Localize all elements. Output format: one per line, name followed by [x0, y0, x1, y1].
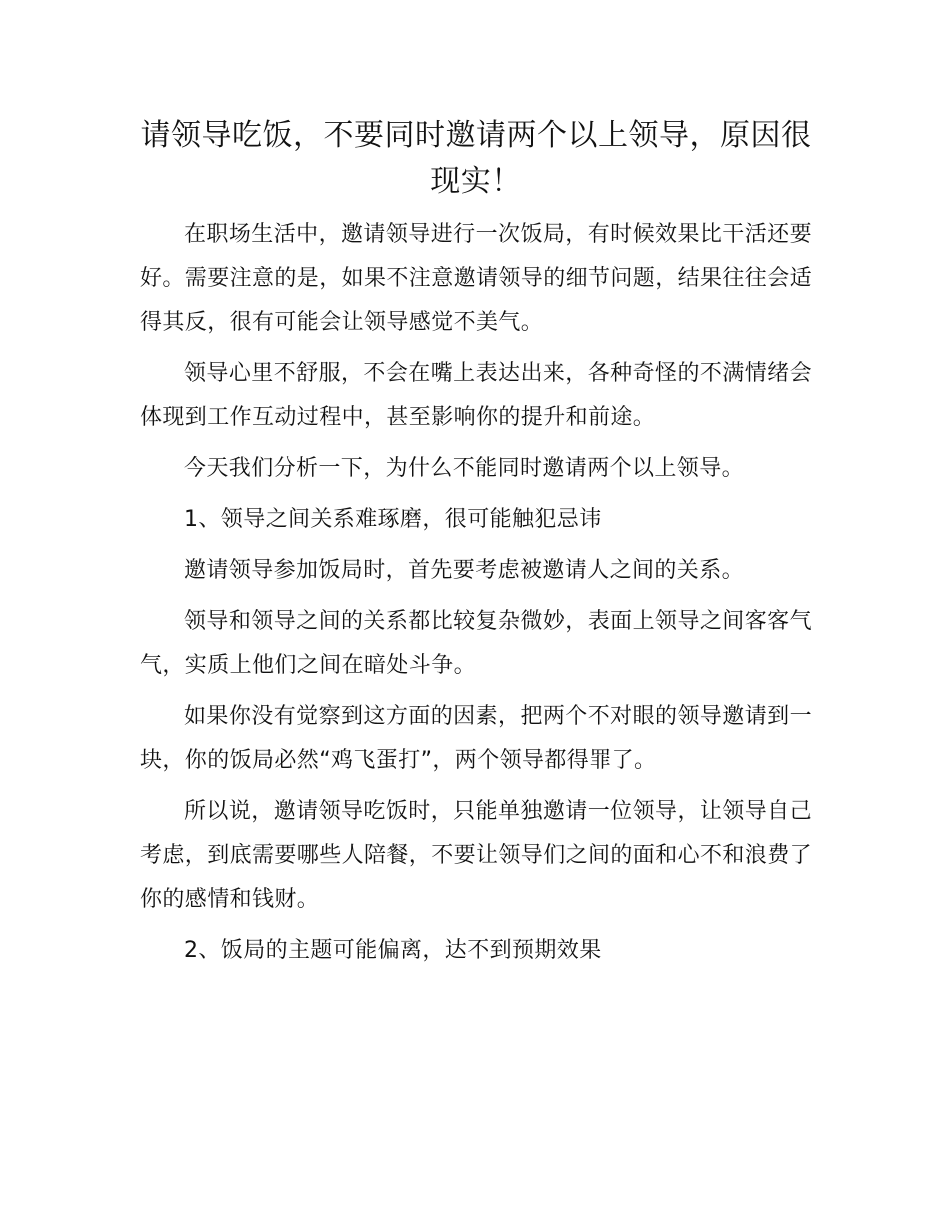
paragraph-awareness: 如果你没有觉察到这方面的因素，把两个不对眼的领导邀请到一块，你的饭局必然“鸡飞蛋打”，两个领导都得罪了。 [140, 704, 812, 773]
section-heading-1: 1、领导之间关系难琢磨，很可能触犯忌讳 [184, 507, 602, 532]
paragraph-emotion: 领导心里不舒服，不会在嘴上表达出来，各种奇怪的不满情绪会体现到工作互动过程中，甚至影响你的提升和前途。 [140, 361, 812, 430]
article-body [140, 113, 812, 980]
paragraph-relations: 邀请领导参加饭局时，首先要考虑被邀请人之间的关系。 [184, 558, 745, 583]
paragraph-complex: 领导和领导之间的关系都比较复杂微妙，表面上领导之间客客气气，实质上他们之间在暗处斗争。 [140, 609, 812, 678]
section-heading-2: 2、饭局的主题可能偏离，达不到预期效果 [184, 938, 602, 963]
paragraph-intro: 在职场生活中，邀请领导进行一次饭局，有时候效果比干活还要好。需要注意的是，如果不注意邀请领导的细节问题，结果往往会适得其反，很有可能会让领导感觉不美气。 [140, 222, 813, 335]
paragraph-analysis: 今天我们分析一下，为什么不能同时邀请两个以上领导。 [184, 456, 745, 481]
paragraph-conclusion: 所以说，邀请领导吃饭时，只能单独邀请一位领导，让领导自己考虑，到底需要哪些人陪餐，不要让领导们之间的面和心不和浪费了你的感情和钱财。 [140, 799, 813, 912]
article-title: 请领导吃饭，不要同时邀请两个以上领导，原因很现实！ [140, 118, 812, 199]
